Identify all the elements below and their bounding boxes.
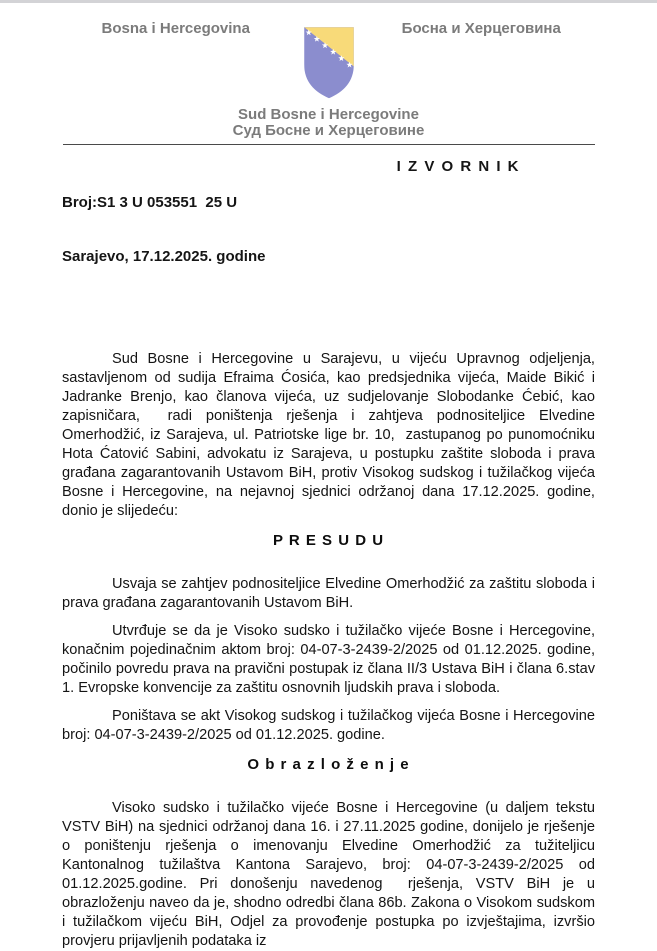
country-name-latin: Bosna i Hercegovina — [101, 20, 250, 37]
court-name-latin: Sud Bosne i Hercegovine — [238, 106, 419, 123]
court-name-cyrillic: Суд Босне и Херцеговине — [232, 122, 425, 139]
verdict-paragraph-2: Utvrđuje se da je Visoko sudsko i tužilačko vijeće Bosne i Hercegovine, konačnim pojedinačnim aktom broj: 04-07-3-2439-2/2025 od 01.12.2025. godine, počinilo povredu prava na pravični postupak iz člana II/3 Ustava BiH i člana 6.stav 1. Evropske konvencije za zaštitu osnovnih ljudskih prava i sloboda. — [62, 623, 600, 696]
reasoning-heading: O b r a z l o ž e n j e — [247, 756, 410, 773]
case-place-date: Sarajevo, 17.12.2025. godine — [62, 248, 266, 265]
verdict-heading: P R E S U D U — [272, 532, 385, 549]
header-divider — [63, 144, 595, 145]
case-info-block — [62, 158, 265, 302]
bih-coat-of-arms-icon — [300, 26, 358, 100]
court-name-block — [0, 107, 657, 139]
reasoning-paragraph-1: Visoko sudsko i tužilačko vijeće Bosne i Hercegovine (u daljem tekstu VSTV BiH) na sjednici održanoj dana 16. i 27.11.2025 godine, donijelo je rješenje o poništenju rješenja o imenovanju Elvedine Omerhodžić za tužiteljicu Kantonalnog tužilaštva Kantona Sarajevo, broj: 04-07-3-2439-2/2025 od 01.12.2025.godine. Pri donošenju navedenog rješenja, VSTV BiH je u obrazloženju naveo da je, shodno odredbi člana 86b. Zakona o Visokom sudskom i tužilačkom vijeću BiH, Odjel za provođenje postupka po izvještajima, izvršio provjeru prijavljenih podataka iz — [62, 800, 600, 949]
verdict-paragraph-1: Usvaja se zahtjev podnositeljice Elvedine Omerhodžić za zaštitu sloboda i prava građana zagarantovanih Ustavom BiH. — [62, 576, 600, 611]
case-info-row — [62, 158, 595, 302]
country-name-cyrillic: Босна и Херцеговина — [401, 20, 561, 37]
case-number: Broj:S1 3 U 053551 25 U — [62, 194, 238, 211]
original-mark-label: I Z V O R N I K — [396, 158, 520, 175]
intro-paragraph: Sud Bosne i Hercegovine u Sarajevu, u vijeću Upravnog odjeljenja, sastavljenom od sudija Efraima Ćosića, kao predsjednika vijeća, Maide Bikić i Jadranke Brenjo, kao članova vijeća, uz sudjelovanje Slobodanke Ćebić, kao zapisničara, radi poništenja rješenja i zahtjeva podnositeljice Elvedine Omerhodžić, iz Sarajeva, ul. Patriotske lige br. 10, zastupanog po punomoćniku Hota Ćatović Sabini, advokatu iz Sarajeva, u postupku zaštite sloboda i prava građana zagarantovanih Ustavom BiH, protiv Visokog sudskog i tužilačkog vijeća Bosne i Hercegovine, na nejavnoj sjednici održanoj dana 17.12.2025. godine, donio je slijedeću: — [62, 351, 600, 519]
document-header — [0, 3, 657, 100]
verdict-paragraph-3: Poništava se akt Visokog sudskog i tužilačkog vijeća Bosne i Hercegovine broj: 04-07-3-2439-2/2025 od 01.12.2025. godine. — [62, 708, 600, 743]
